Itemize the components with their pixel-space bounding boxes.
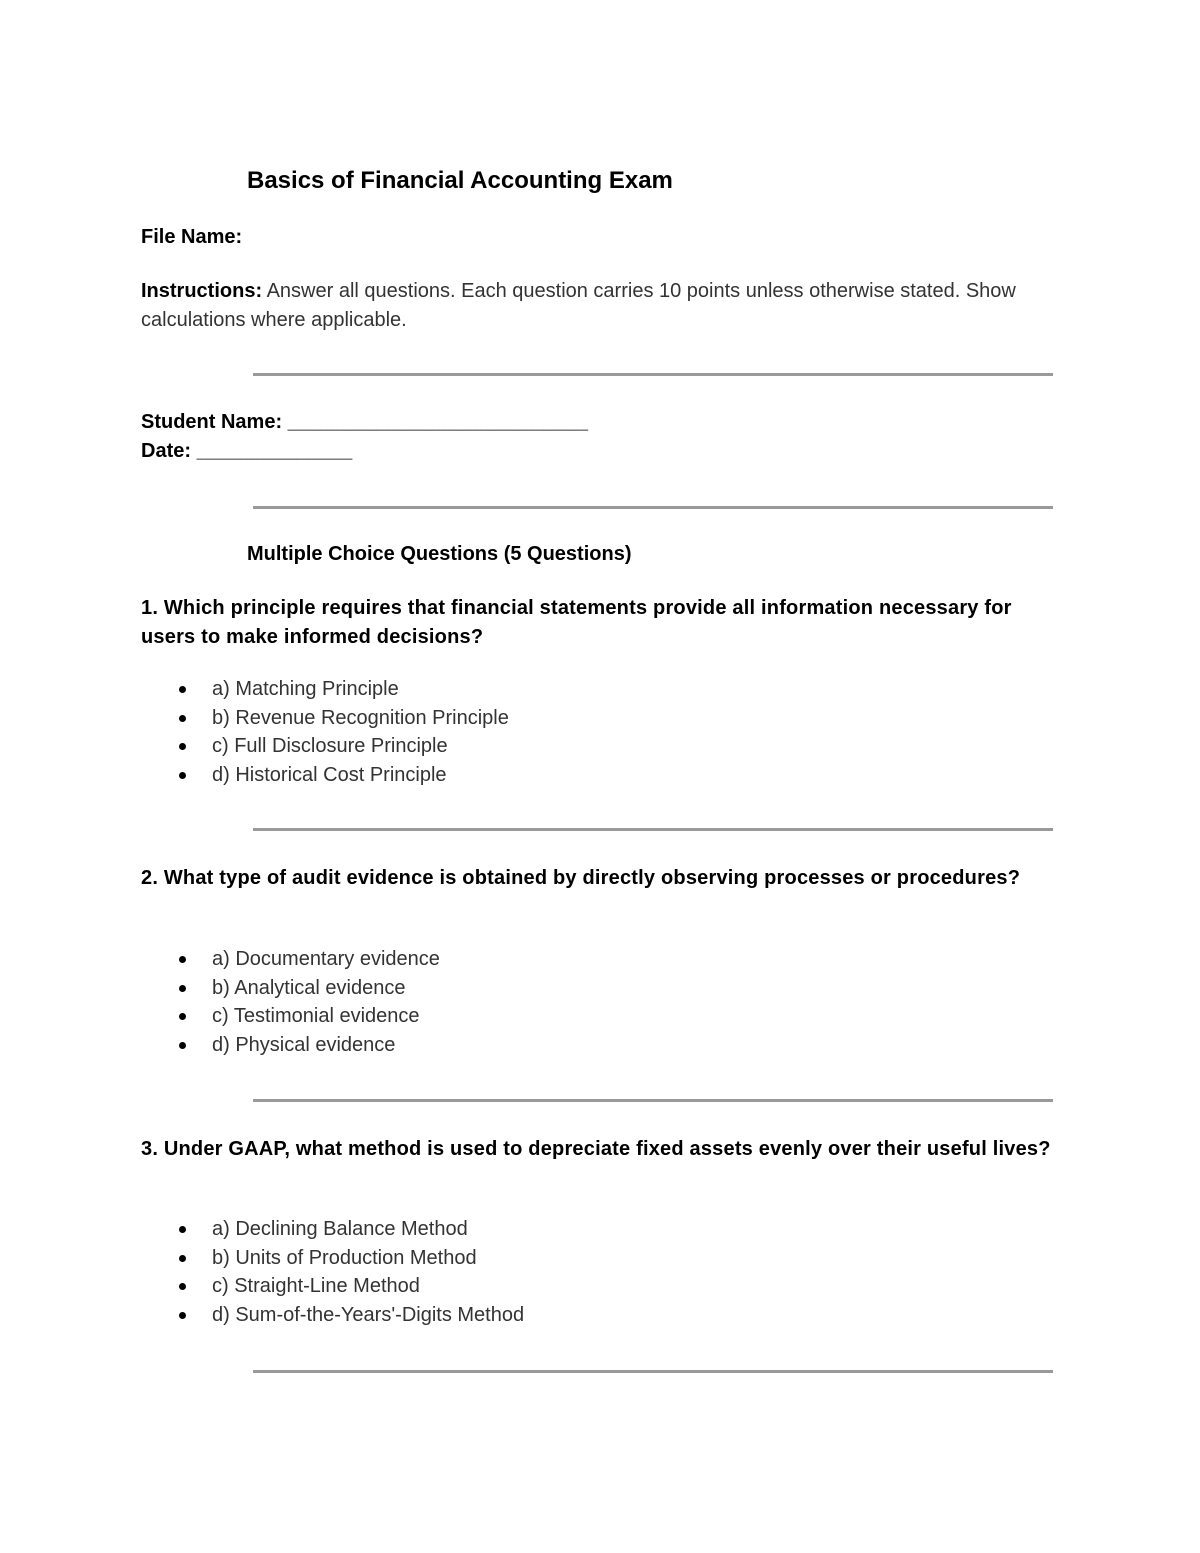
bullet-icon <box>179 985 186 992</box>
option-item <box>176 704 509 733</box>
option-label: c) Full Disclosure Principle <box>212 735 448 758</box>
option-item <box>176 1272 524 1301</box>
option-item <box>176 1215 524 1244</box>
bullet-icon <box>179 1312 186 1319</box>
bullet-icon <box>179 686 186 693</box>
bullet-icon <box>179 743 186 750</box>
divider-rule <box>253 506 1053 509</box>
bullet-icon <box>179 1255 186 1262</box>
option-label: b) Units of Production Method <box>212 1246 477 1269</box>
date-field: Date: ______________ <box>141 440 353 462</box>
divider-rule <box>253 373 1053 376</box>
divider-rule <box>253 1099 1053 1102</box>
bullet-icon <box>179 715 186 722</box>
option-label: c) Straight-Line Method <box>212 1275 420 1298</box>
option-label: a) Documentary evidence <box>212 948 440 970</box>
option-item <box>176 675 509 704</box>
section-heading: Multiple Choice Questions (5 Questions) <box>247 543 632 565</box>
question-1-text: 1. Which principle requires that financial statements provide all information necessary for users to make informed decisions? <box>141 597 1012 648</box>
option-item <box>176 732 509 761</box>
option-label: c) Testimonial evidence <box>212 1005 420 1028</box>
divider-rule <box>253 1370 1053 1373</box>
bullet-icon <box>179 1226 186 1233</box>
bullet-icon <box>179 1013 186 1020</box>
question-3-options <box>176 1215 524 1330</box>
page-title: Basics of Financial Accounting Exam <box>247 167 673 194</box>
option-label: d) Sum-of-the-Years'-Digits Method <box>212 1304 525 1327</box>
option-label: a) Matching Principle <box>212 678 399 700</box>
option-label: b) Analytical evidence <box>212 976 406 999</box>
option-item <box>176 761 509 790</box>
option-item <box>176 945 440 974</box>
student-name-field: Student Name: ___________________________ <box>141 411 589 433</box>
question-2-text: 2. What type of audit evidence is obtained by directly observing processes or procedures? <box>141 867 1021 889</box>
option-label: b) Revenue Recognition Principle <box>212 706 509 729</box>
divider-rule <box>253 828 1053 831</box>
bullet-icon <box>179 956 186 963</box>
question-1-options <box>176 675 509 790</box>
option-label: d) Physical evidence <box>212 1034 396 1057</box>
option-item <box>176 974 440 1003</box>
bullet-icon <box>179 1283 186 1290</box>
instructions-text: Answer all questions. Each question carries 10 points unless otherwise stated. Show calculations where applicable. <box>141 280 1016 331</box>
option-item <box>176 1244 524 1273</box>
option-label: a) Declining Balance Method <box>212 1218 468 1240</box>
option-item <box>176 1002 440 1031</box>
file-name-label: File Name: <box>141 226 243 248</box>
question-3-text: 3. Under GAAP, what method is used to depreciate fixed assets evenly over their useful lives? <box>141 1138 1051 1160</box>
bullet-icon <box>179 1042 186 1049</box>
instructions-paragraph <box>141 277 1061 335</box>
question-2-options <box>176 945 440 1060</box>
instructions-label: Instructions: <box>141 280 263 302</box>
bullet-icon <box>179 772 186 779</box>
option-item <box>176 1031 440 1060</box>
option-item <box>176 1301 524 1330</box>
option-label: d) Historical Cost Principle <box>212 764 447 787</box>
